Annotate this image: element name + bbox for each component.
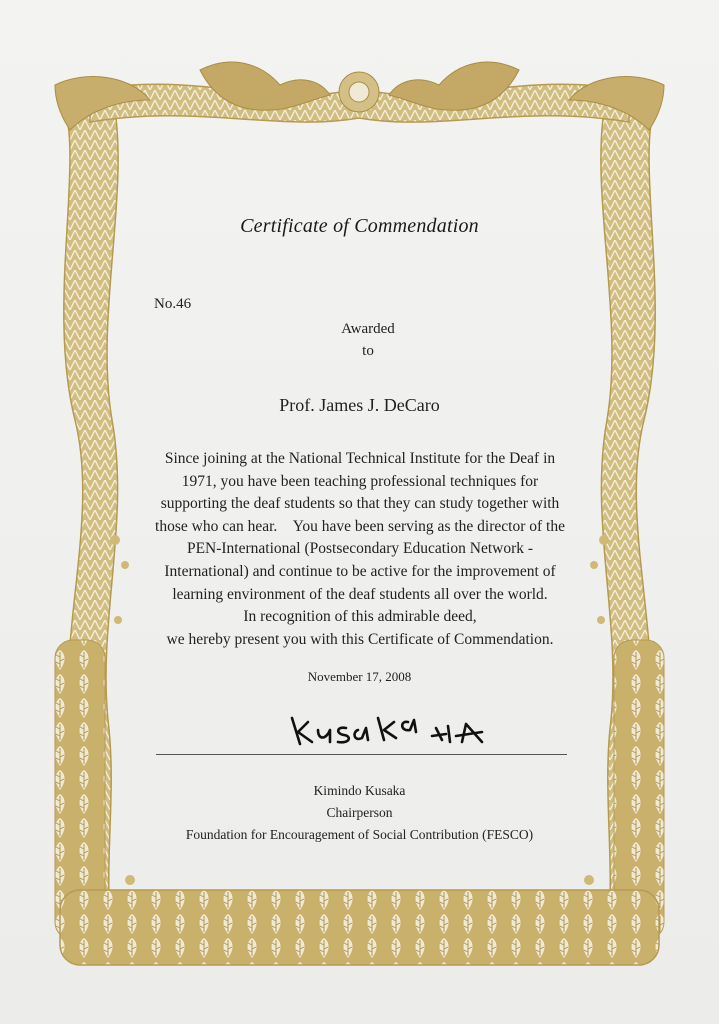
signer-title: Chairperson xyxy=(326,805,393,820)
recipient-name: Prof. James J. DeCaro xyxy=(279,395,440,415)
signer-block xyxy=(0,780,719,846)
certificate-title: Certificate of Commendation xyxy=(240,215,479,237)
body-line: International) and continue to be active for the improvement of xyxy=(164,562,556,580)
issue-date: November 17, 2008 xyxy=(307,669,412,684)
body-line: those who can hear. You have been serving as the director of the xyxy=(155,517,565,535)
body-line: Since joining at the National Technical Institute for the Deaf in xyxy=(164,450,556,467)
body-line: 1971, you have been teaching professional techniques for xyxy=(181,472,539,490)
body-line: PEN-International (Postsecondary Education Network - xyxy=(186,540,534,558)
awarded-line-2: to xyxy=(362,343,374,359)
body-line: we hereby present you with this Certificate of Commendation. xyxy=(166,630,554,648)
organization-name: Foundation for Encouragement of Social Contribution (FESCO) xyxy=(185,827,534,842)
signature-line xyxy=(156,754,567,755)
body-line: supporting the deaf students so that they can study together with xyxy=(160,495,560,513)
signer-name: Kimindo Kusaka xyxy=(313,783,406,798)
body-line: In recognition of this admirable deed, xyxy=(243,608,477,626)
handwritten-signature xyxy=(286,700,516,752)
certificate-number: No.46 xyxy=(154,296,192,312)
commendation-body xyxy=(110,448,610,651)
body-line: learning environment of the deaf students all over the world. xyxy=(172,585,548,603)
awarded-line-1: Awarded xyxy=(341,321,395,337)
awarded-to xyxy=(0,318,719,362)
